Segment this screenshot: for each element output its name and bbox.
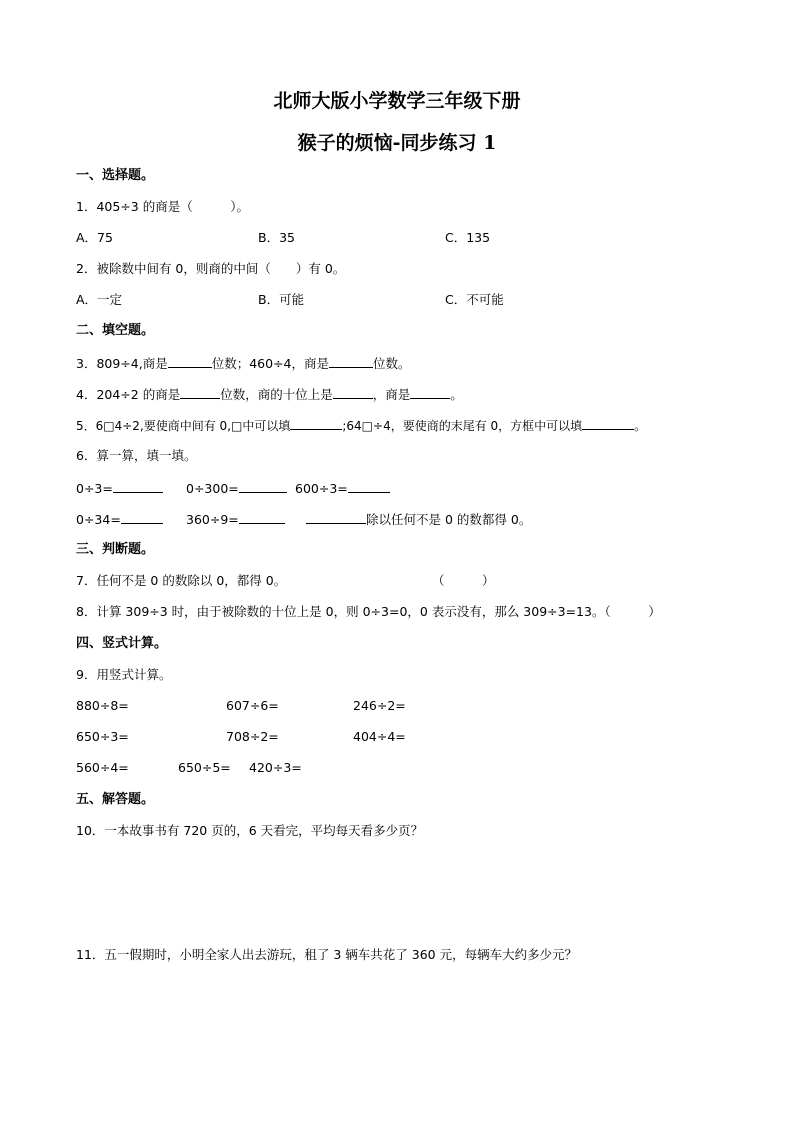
question-2-stem: 2．被除数中间有 0，则商的中间（ ）有 0。 — [76, 261, 346, 276]
question-3-part-3: 位数。 — [373, 356, 411, 371]
calc-item: 650÷3= — [76, 729, 129, 744]
question-6-expr-3: 600÷3= — [295, 480, 390, 497]
answer-blank[interactable] — [239, 511, 285, 524]
answer-blank[interactable] — [239, 480, 287, 493]
answer-blank[interactable] — [290, 417, 342, 430]
section-heading-true-false: 三、判断题。 — [76, 542, 155, 557]
question-1-option-a: A．75 — [76, 230, 113, 245]
answer-blank[interactable] — [329, 355, 373, 368]
page-subtitle: 猴子的烦恼-同步练习 1 — [297, 132, 497, 154]
answer-blank[interactable] — [410, 386, 450, 399]
question-5-part-3: 。 — [634, 419, 647, 433]
question-11-stem: 11．五一假期时，小明全家人出去游玩，租了 3 辆车共花了 360 元，每辆车大约多少元？ — [76, 947, 578, 962]
question-4-part-1: 4．204÷2 的商是 — [76, 387, 181, 402]
question-2-option-b: B．可能 — [258, 292, 305, 307]
question-4-part-3: ，商是 — [372, 387, 411, 402]
question-4 — [76, 386, 463, 403]
answer-blank[interactable] — [348, 480, 390, 493]
answer-blank[interactable] — [180, 386, 220, 399]
question-7-stem: 7．任何不是 0 的数除以 0，都得 0。 — [76, 573, 287, 588]
calc-item: 607÷6= — [226, 698, 279, 713]
question-5-part-2: ;64□÷4，要使商的末尾有 0，方框中可以填 — [342, 419, 583, 433]
question-3 — [76, 355, 411, 372]
question-6-expr-2: 0÷300= — [186, 480, 287, 497]
question-5-part-1: 5．6□4÷2,要使商中间有 0,□中可以填 — [76, 419, 291, 433]
calc-item: 560÷4= — [76, 760, 129, 775]
question-6-expr-5: 360÷9= — [186, 511, 285, 528]
question-1-stem: 1．405÷3 的商是（ ）。 — [76, 199, 249, 214]
question-6-expr-1: 0÷3= — [76, 480, 163, 497]
section-heading-choice: 一、选择题。 — [76, 168, 155, 183]
question-4-part-2: 位数，商的十位上是 — [220, 387, 333, 402]
page-title: 北师大版小学数学三年级下册 — [273, 90, 521, 112]
calc-item: 246÷2= — [353, 698, 406, 713]
question-10-stem: 10．一本故事书有 720 页的，6 天看完，平均每天看多少页？ — [76, 823, 424, 838]
answer-blank[interactable] — [121, 511, 163, 524]
answer-blank[interactable] — [333, 386, 373, 399]
question-3-part-2: 位数；460÷4，商是 — [211, 356, 330, 371]
question-6-stem: 6．算一算，填一填。 — [76, 448, 197, 463]
question-7-answer-paren[interactable]: （ ） — [432, 573, 495, 588]
question-6-expr-4: 0÷34= — [76, 511, 163, 528]
question-1-option-c: C．135 — [445, 230, 491, 245]
question-3-part-1: 3．809÷4,商是 — [76, 356, 168, 371]
calc-item: 650÷5= — [178, 760, 231, 775]
calc-item: 404÷4= — [353, 729, 406, 744]
answer-blank[interactable] — [168, 355, 212, 368]
calc-item: 420÷3= — [249, 760, 302, 775]
question-1-option-b: B．35 — [258, 230, 295, 245]
question-6-expr-6: 除以任何不是 0 的数都得 0。 — [306, 511, 531, 528]
question-4-part-4: 。 — [450, 387, 463, 402]
section-heading-vertical-calc: 四、竖式计算。 — [76, 636, 168, 651]
section-heading-word-problems: 五、解答题。 — [76, 792, 155, 807]
question-2-option-c: C．不可能 — [445, 292, 504, 307]
calc-item: 880÷8= — [76, 698, 129, 713]
question-8-stem: 8．计算 309÷3 时，由于被除数的十位上是 0，则 0÷3=0，0 表示没有，那么 309÷3=13。（ ） — [76, 604, 661, 619]
section-heading-fill-in: 二、填空题。 — [76, 323, 155, 338]
question-9-stem: 9．用竖式计算。 — [76, 667, 172, 682]
answer-blank[interactable] — [113, 480, 163, 493]
question-2-option-a: A．一定 — [76, 292, 123, 307]
answer-blank[interactable] — [306, 511, 366, 524]
answer-blank[interactable] — [582, 417, 634, 430]
question-5 — [76, 417, 646, 434]
calc-item: 708÷2= — [226, 729, 279, 744]
